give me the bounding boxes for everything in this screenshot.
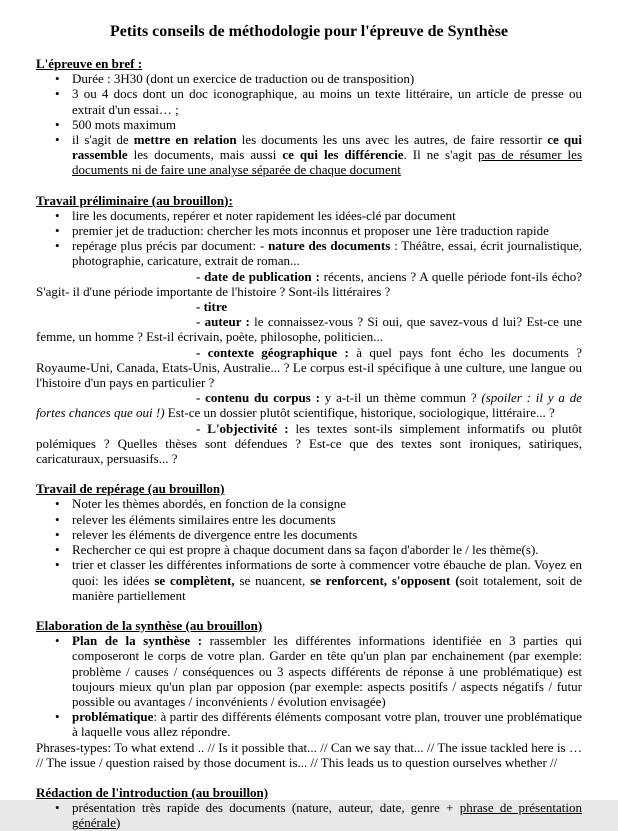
hanging-paragraph xyxy=(36,269,582,299)
text-run: ce qui les différencie xyxy=(282,147,404,163)
bullet-icon: • xyxy=(55,132,60,148)
text-run: nature des documents xyxy=(268,238,391,254)
text-run: le connaissez-vous ? Si oui, que savez-vous d lui? Est-ce une femme, un homme ? Est-il écrivain, poète, philosophe, politicien... xyxy=(36,314,582,345)
bullet-item xyxy=(55,208,582,223)
bullet-text xyxy=(72,86,582,116)
bullet-item xyxy=(55,496,582,511)
bullet-text xyxy=(72,71,582,86)
text-run: les documents, mais aussi xyxy=(127,147,283,163)
hanging-paragraph xyxy=(36,299,582,314)
section-heading xyxy=(36,481,582,496)
text-run: : à partir des différents éléments composant votre plan, trouver une problématique à laquelle vous allez répondre. xyxy=(72,709,582,740)
document-title: Petits conseils de méthodologie pour l'épreuve de Synthèse xyxy=(109,23,509,40)
text-run: - date de publication : xyxy=(196,268,320,284)
bullet-item xyxy=(55,800,582,830)
bullet-text xyxy=(72,800,582,830)
bullet-text xyxy=(72,223,582,238)
bullet-text xyxy=(72,709,582,739)
bullet-text xyxy=(72,633,582,709)
bullet-icon: • xyxy=(55,238,60,254)
bullet-item xyxy=(55,86,582,116)
bullet-icon: • xyxy=(55,86,60,102)
bullet-text xyxy=(72,132,582,178)
bullet-text xyxy=(72,238,582,268)
hanging-paragraph xyxy=(36,390,582,420)
bullet-item xyxy=(55,527,582,542)
bullet-item xyxy=(55,542,582,557)
text-run: à quel pays font écho les documents ? Royaume-Uni, Canada, Etats-Unis, Australie... ? Le corpus est-il spécifique à une culture, une langue ou l'histoire d'un pays en particulier ? xyxy=(36,344,582,391)
text-run: : Théâtre, essai, écrit journalistique, photographie, caricature, extrait de roman... xyxy=(72,238,582,269)
bullet-text xyxy=(72,496,582,511)
bullet-icon: • xyxy=(55,526,60,542)
bullet-item xyxy=(55,132,582,178)
text-run: se nuancent, xyxy=(234,572,311,588)
text-run: premier jet de traduction: chercher les mots inconnus et proposer une 1ère traduction rapide xyxy=(72,223,549,239)
section-heading xyxy=(36,193,582,208)
text-run: Noter les thèmes abordés, en fonction de la consigne xyxy=(72,496,346,512)
bullet-item xyxy=(55,223,582,238)
text-run: les textes sont-ils simplement informatifs ou plutôt polémiques ? Quelles thèses sont défendues ? Est-ce que des textes sont ironiques, satiriques, caricaturaux, persuasifs... ? xyxy=(36,420,582,467)
bullet-icon: • xyxy=(55,557,60,573)
text-run: L'épreuve en bref : xyxy=(36,56,143,71)
text-run: - titre xyxy=(196,299,228,315)
text-run: repérage plus précis par document: - xyxy=(72,238,269,254)
text-run: 500 mots maximum xyxy=(72,116,176,132)
section-heading xyxy=(36,785,582,800)
bullet-icon: • xyxy=(55,116,60,132)
text-run: 3 ou 4 docs dont un doc iconographique, au moins un texte littéraire, un article de presse ou extrait d'un essai… ; xyxy=(72,86,582,117)
hanging-paragraph xyxy=(36,345,582,391)
bullet-text xyxy=(72,527,582,542)
text-run: Travail préliminaire (au brouillon): xyxy=(36,192,233,208)
text-run: Elaboration de la synthèse (au brouillon) xyxy=(36,617,263,633)
bullet-item xyxy=(55,557,582,603)
bullet-text xyxy=(72,542,582,557)
text-run: - auteur : xyxy=(196,314,250,330)
text-run: il s'agit de xyxy=(72,132,134,148)
text-run: Travail de repérage (au brouillon) xyxy=(36,481,225,497)
bullet-icon: • xyxy=(55,800,60,816)
text-run: lire les documents, repérer et noter rapidement les idées-clé par document xyxy=(72,207,456,223)
text-run: - contexte géographique : xyxy=(196,344,349,360)
bullet-text xyxy=(72,557,582,603)
text-run: se renforcent, s'opposent ( xyxy=(310,572,460,588)
text-run: présentation très rapide des documents (nature, auteur, date, genre + xyxy=(72,800,460,816)
text-run: relever les éléments de divergence entre les documents xyxy=(72,526,358,542)
text-run: mettre en relation xyxy=(133,132,237,148)
text-run: y a-t-il un thème commun ? xyxy=(319,390,482,406)
bullet-icon: • xyxy=(55,542,60,558)
text-run: soit totalement, soit de manière partiellement xyxy=(72,572,582,603)
hanging-paragraph xyxy=(36,421,582,467)
bullet-icon: • xyxy=(55,496,60,512)
text-run: Phrases-types: To what extend .. // Is it possible that... // Can we say that... // The issue tackled here is … // The issue / question raised by those document is... // This leads us to question ourselves whether // xyxy=(36,739,582,770)
bullet-icon: • xyxy=(55,709,60,725)
text-run: - contenu du corpus : xyxy=(196,390,320,406)
text-run: Rechercher ce qui est propre à chaque document dans sa façon d'aborder le / les thème(s). xyxy=(72,542,539,558)
text-run: - L'objectivité : xyxy=(196,420,289,436)
text-run: trier et classer les différentes informations de sorte à commencer votre ébauche de plan. Voyez en quoi: les idées xyxy=(72,557,582,588)
bullet-item xyxy=(55,633,582,709)
text-run: Rédaction de l'introduction (au brouillon) xyxy=(36,784,269,800)
section-heading xyxy=(36,618,582,633)
text-run: problématique xyxy=(72,709,154,725)
bullet-item xyxy=(55,512,582,527)
text-run: les documents les uns avec les autres, de faire ressortir xyxy=(236,132,548,148)
text-run: Est-ce un dossier plutôt scientifique, historique, sociologique, littéraire... ? xyxy=(164,405,555,421)
bullet-text xyxy=(72,512,582,527)
paragraph xyxy=(36,740,582,770)
section-heading xyxy=(36,56,582,71)
text-run: relever les éléments similaires entre les documents xyxy=(72,511,336,527)
bullet-item xyxy=(55,117,582,132)
text-run: . Il ne s'agit xyxy=(403,147,478,163)
text-run: Plan de la synthèse : xyxy=(72,633,203,649)
bullet-text xyxy=(72,208,582,223)
bullet-icon: • xyxy=(55,633,60,649)
bullet-icon: • xyxy=(55,207,60,223)
bullet-text xyxy=(72,117,582,132)
text-run: pas de résumer les documents ni de faire une analyse séparée de chaque document xyxy=(72,147,582,178)
bullet-icon: • xyxy=(55,223,60,239)
text-run: ce qui rassemble xyxy=(72,132,583,163)
bullet-item xyxy=(55,71,582,86)
bullet-item xyxy=(55,709,582,739)
text-run: phrase de présentation générale xyxy=(72,800,582,831)
text-run: rassembler les différentes informations identifiée en 3 parties qui composeront le corps de votre plan. Garder en tête qu'un plan par enchainement (par exemple: problème / causes / conséquences ou 3 aspects différents de réponse à une problématique) est toujours mieux qu'un plan par opposion (par exemple: aspects positifs / aspects négatifs / futur possible ou avantages / inconvénients / évolution envisagée) xyxy=(72,633,583,709)
bullet-icon: • xyxy=(55,71,60,87)
bullet-icon: • xyxy=(55,511,60,527)
text-run: ) xyxy=(116,815,121,831)
text-run: récents, anciens ? A quelle période font-ils écho? S'agit- il d'une période importante de l'histoire ? Sont-ils littéraires ? xyxy=(36,268,583,299)
text-run: se complètent, xyxy=(154,572,235,588)
text-run: Durée : 3H30 (dont un exercice de traduction ou de transposition) xyxy=(72,71,415,87)
bullet-item xyxy=(55,238,582,268)
document-body xyxy=(36,56,582,831)
hanging-paragraph xyxy=(36,314,582,344)
text-run: (spoiler : il y a de fortes chances que oui !) xyxy=(36,390,582,421)
